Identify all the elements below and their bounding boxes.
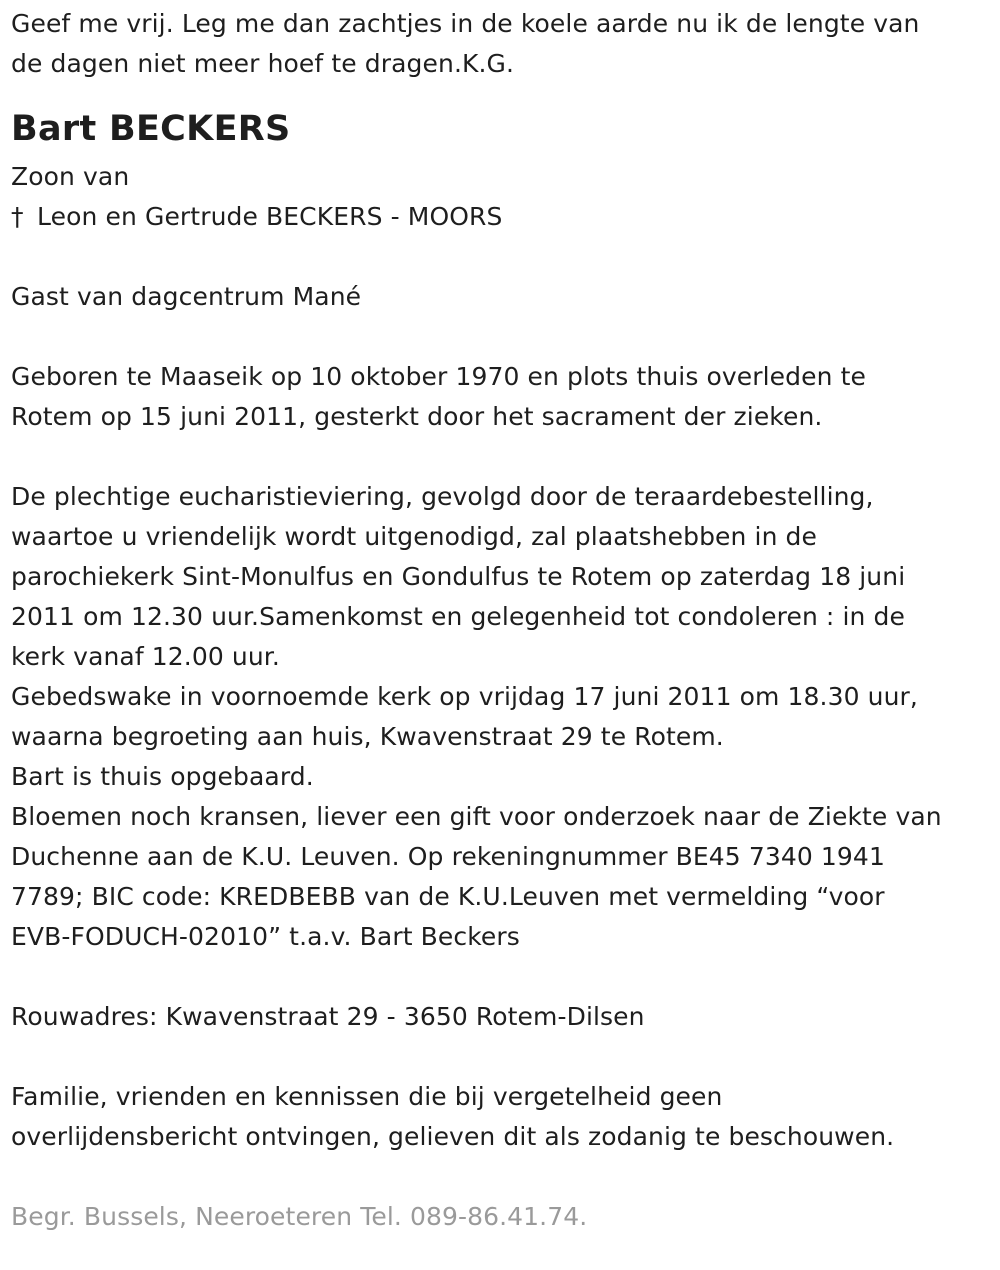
parents-line bbox=[11, 197, 996, 237]
flowers-paragraph: Bloemen noch kransen, liever een gift voor onderzoek naar de Ziekte van Duchenne aan de K.U. Leuven. Op rekeningnummer BE45 7340 1941 7789; BIC code: KREDBEBB van de K.U.Leuven met vermelding “voor EVB-FODUCH-02010” t.a.v. Bart Beckers bbox=[11, 802, 942, 951]
vigil-paragraph: Gebedswake in voornoemde kerk op vrijdag 17 juni 2011 om 18.30 uur, waarna begroeting aan huis, Kwavenstraat 29 te Rotem. bbox=[11, 682, 918, 751]
deceased-name: Bart BECKERS bbox=[11, 109, 291, 149]
mourning-address: Rouwadres: Kwavenstraat 29 - 3650 Rotem-Dilsen bbox=[11, 1002, 645, 1031]
birth-death-paragraph: Geboren te Maaseik op 10 oktober 1970 en plots thuis overleden te Rotem op 15 juni 2011, gesterkt door het sacrament der zieken. bbox=[11, 362, 866, 431]
obituary-notice bbox=[11, 4, 996, 1237]
cross-icon: † bbox=[11, 202, 24, 231]
family-note: Familie, vrienden en kennissen die bij vergetelheid geen overlijdensbericht ontvingen, gelieven dit als zodanig te beschouwen. bbox=[11, 1082, 895, 1151]
ceremony-paragraph: De plechtige eucharistieviering, gevolgd door de teraardebestelling, waartoe u vriendelijk wordt uitgenodigd, zal plaatshebben in de parochiekerk Sint-Monulfus en Gondulfus te Rotem op zaterdag 18 juni 2011 om 12.30 uur.Samenkomst en gelegenheid tot condoleren : in de kerk vanaf 12.00 uur. bbox=[11, 482, 906, 671]
laid-out-line: Bart is thuis opgebaard. bbox=[11, 762, 314, 791]
guest-line: Gast van dagcentrum Mané bbox=[11, 282, 362, 311]
opening-quote: Geef me vrij. Leg me dan zachtjes in de koele aarde nu ik de lengte van de dagen niet meer hoef te dragen.K.G. bbox=[11, 9, 920, 78]
son-of-label: Zoon van bbox=[11, 162, 130, 191]
parents-names: Leon en Gertrude BECKERS - MOORS bbox=[37, 202, 503, 231]
funeral-home-footer: Begr. Bussels, Neeroeteren Tel. 089-86.41.74. bbox=[11, 1202, 588, 1231]
